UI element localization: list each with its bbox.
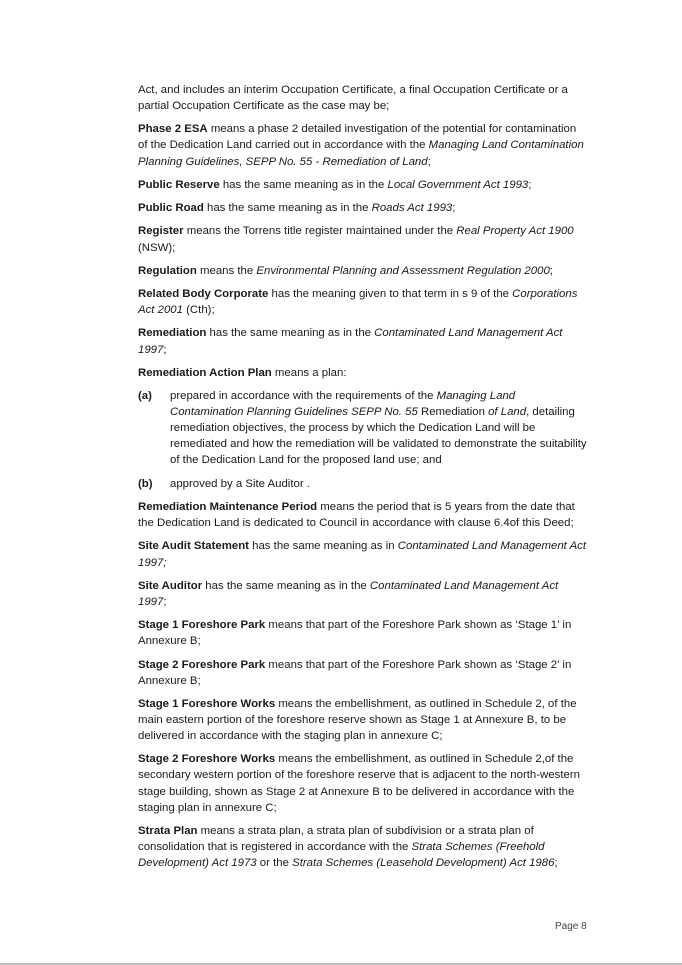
text-segment: means that part of the Foreshore Park shown as ‘Stage 2’ in Annexure B; [138,658,572,687]
definition-paragraph [138,751,588,815]
text-segment: has the meaning given to that term in s 9 of the [268,288,513,301]
definition-paragraph [138,499,588,531]
defined-term: Site Auditor [138,579,203,592]
italic-citation: Managing Land Contamination Planning Guidelines, SEPP No. 55 - Remediation of Land [138,139,584,168]
remediation-action-plan-subitems [138,388,588,492]
text-segment: has the same meaning as in the [203,202,372,215]
italic-citation: Contaminated Land Management Act 1997 [138,327,563,356]
definition-paragraph [138,263,588,279]
italic-citation: Strata Schemes (Freehold Development) Act 1973 [138,841,545,870]
list-item-text [170,388,588,468]
definition-paragraph [138,365,588,381]
page-number: Page 8 [555,921,587,932]
text-segment: ; [549,264,553,277]
definition-paragraph [138,578,588,610]
defined-term: Public Reserve [138,178,220,191]
text-segment: means a plan: [271,366,347,379]
text-segment: has the same meaning as in [248,540,398,553]
italic-citation: Contaminated Land Management Act 1997 [138,579,559,608]
italic-citation: Real Property Act 1900 [456,225,574,238]
text-segment: means a strata plan, a strata plan of subdivision or a strata plan of consolidation that is registered in accordance with the [138,824,534,854]
defined-term: Strata Plan [138,824,198,837]
text-segment: ; [554,857,558,870]
italic-citation: of Land [488,406,527,419]
definition-paragraph [138,538,588,570]
list-item-text [170,476,588,492]
text-segment: has the same meaning as in the [206,327,375,340]
defined-term: Remediation Action Plan [138,366,272,379]
list-item [138,388,588,468]
text-segment: means the Torrens title register maintained under the [183,225,457,238]
text-segment: ; [528,178,532,191]
text-segment: ; [163,595,167,608]
defined-term: Remediation [138,327,207,340]
definitions-group-2 [138,499,588,871]
text-segment: Act, and includes an interim Occupation Certificate, a final Occupation Certificate or a partial Occupation Certificate as the case may be; [138,84,568,113]
text-segment: (NSW); [138,241,176,254]
italic-citation: Environmental Planning and Assessment Regulation 2000 [256,264,550,277]
text-segment: means that part of the Foreshore Park shown as ‘Stage 1’ in Annexure B; [138,619,572,648]
list-item-label: (a) [138,390,152,403]
definition-paragraph [138,325,588,357]
defined-term: Remediation Maintenance Period [138,501,318,514]
italic-citation: Managing Land Contamination Planning Guidelines SEPP No. 55 [170,390,516,419]
defined-term: Register [138,225,184,238]
text-segment: means the embellishment, as outlined in Schedule 2, of the main eastern portion of the foreshore reserve shown as Stage 1 at Annexure B, to be delivered in accordance with the staging plan in annexure C; [138,697,577,743]
defined-term: Stage 1 Foreshore Park [138,619,266,632]
list-item [138,476,588,492]
definition-paragraph [138,696,588,744]
text-segment: means the embellishment, as outlined in Schedule 2,of the secondary western portion of the foreshore reserve that is adjacent to the north-western stage building, shown as Stage 2 at Annexure B to be delivered in accordance with the staging plan in annexure C; [138,753,580,814]
defined-term: Public Road [138,202,204,215]
definition-paragraph [138,200,588,216]
text-segment: has the same meaning as in the [202,579,370,592]
defined-term: Regulation [138,264,197,277]
defined-term: Phase 2 ESA [138,123,208,136]
text-segment: , detailing remediation objectives, the process by which the Dedication Land will be remediated and how the remediation will be validated to demonstrate the suitability of the Dedication Land for the proposed land use; and [170,406,587,467]
defined-term: Stage 1 Foreshore Works [138,697,276,710]
definition-paragraph [138,121,588,169]
italic-citation: Strata Schemes (Leasehold Development) Act 1986 [292,857,555,870]
definition-paragraph [138,657,588,689]
text-segment: prepared in accordance with the requirements of the [170,390,437,403]
defined-term: Related Body Corporate [138,288,269,301]
definitions-group-1 [138,82,588,381]
text-segment: approved by a Site Auditor . [170,477,310,490]
defined-term: Stage 2 Foreshore Works [138,753,276,766]
text-segment: Remediation [417,406,489,419]
definition-paragraph [138,617,588,649]
definition-paragraph [138,177,588,193]
text-segment: or the [256,857,293,870]
italic-citation: Contaminated Land Management Act 1997; [138,540,587,569]
text-segment: means the [196,264,257,277]
text-segment: ; [427,155,431,168]
definition-paragraph [138,286,588,318]
text-segment: means the period that is 5 years from the date that the Dedication Land is dedicated to Council in accordance with clause 6.4of this Deed; [138,501,575,530]
italic-citation: Corporations Act 2001 [138,288,578,317]
definition-paragraph [138,223,588,255]
definition-paragraph [138,82,588,114]
italic-citation: Roads Act 1993 [371,202,453,215]
text-segment: means a phase 2 detailed investigation of the potential for contamination of the Dedication Land carried out in accordance with the [138,123,577,152]
definitions-body [138,82,588,878]
text-segment: ; [452,202,456,215]
text-segment: ; [163,343,167,356]
definition-paragraph [138,823,588,871]
defined-term: Site Audit Statement [138,540,249,553]
text-segment: (Cth); [182,304,215,317]
text-segment: has the same meaning as in the [219,178,388,191]
defined-term: Stage 2 Foreshore Park [138,658,266,671]
list-item-label: (b) [138,477,153,490]
italic-citation: Local Government Act 1993 [387,178,529,191]
